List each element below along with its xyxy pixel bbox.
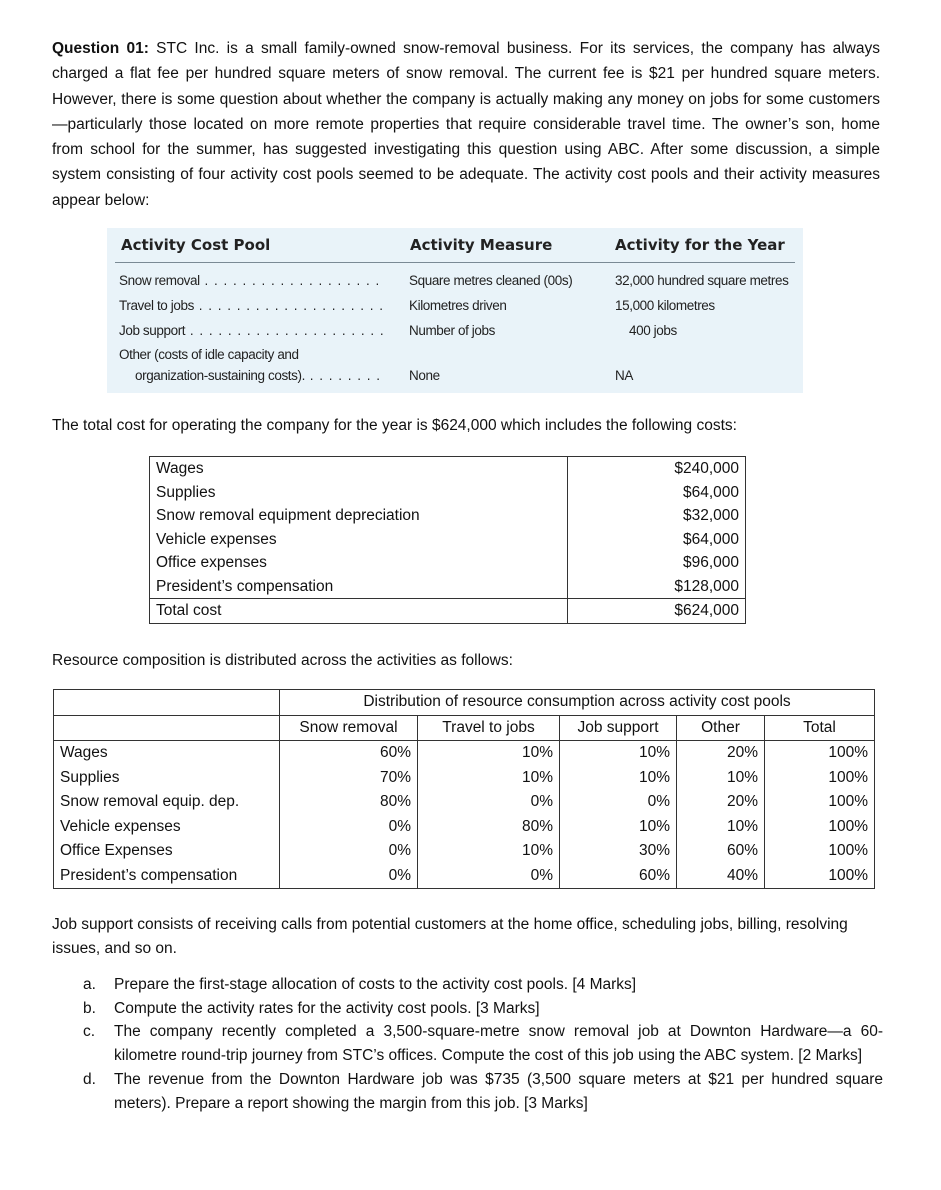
- distribution-col-header: Snow removal: [280, 715, 418, 741]
- distribution-title: Distribution of resource consumption across activity cost pools: [280, 690, 875, 716]
- distribution-col-header: Job support: [560, 715, 677, 741]
- activity-row-amount: 400 jobs: [629, 323, 677, 338]
- activity-row-pool: Travel to jobs . . .: [119, 298, 385, 313]
- cost-amount: $624,000: [568, 599, 746, 624]
- distribution-cell: 10%: [418, 839, 560, 864]
- activity-row-amount: NA: [615, 368, 633, 383]
- question-item: [83, 997, 883, 1021]
- distribution-cell: 100%: [765, 741, 875, 766]
- distribution-cell: 60%: [280, 741, 418, 766]
- cost-item: Wages: [150, 457, 568, 481]
- distribution-cell: 10%: [418, 741, 560, 766]
- distribution-col-header: Other: [677, 715, 765, 741]
- activity-header-rule: [115, 262, 795, 263]
- question-marker: c.: [83, 1023, 96, 1041]
- question-label: Question 01:: [52, 40, 149, 57]
- cost-row: [150, 551, 746, 575]
- distribution-cell: 10%: [677, 815, 765, 840]
- cost-row: [150, 504, 746, 528]
- distribution-cell: 10%: [560, 766, 677, 791]
- distribution-cell: 100%: [765, 839, 875, 864]
- cost-row: [150, 528, 746, 552]
- distribution-cell: 100%: [765, 864, 875, 889]
- activity-row-measure: Square metres cleaned (00s): [409, 273, 573, 288]
- distribution-cell: 40%: [677, 864, 765, 889]
- distribution-cell: 30%: [560, 839, 677, 864]
- distribution-row-name: President’s compensation: [54, 864, 280, 889]
- distribution-cell: 10%: [418, 766, 560, 791]
- cost-amount: $64,000: [568, 528, 746, 552]
- distribution-row-name: Vehicle expenses: [54, 815, 280, 840]
- activity-header-pool: Activity Cost Pool: [121, 236, 271, 254]
- question-list: [83, 973, 883, 1115]
- distribution-row-name: Wages: [54, 741, 280, 766]
- distribution-cell: 20%: [677, 790, 765, 815]
- activity-row-amount: 15,000 kilometres: [615, 298, 715, 313]
- activity-row-amount: 32,000 hundred square metres: [615, 273, 789, 288]
- distribution-cell: 0%: [560, 790, 677, 815]
- distribution-title-row: [54, 690, 875, 716]
- total-cost-sentence: The total cost for operating the company for the year is $624,000 which includes the following costs:: [52, 417, 737, 434]
- cost-amount: $32,000: [568, 504, 746, 528]
- activity-row-pool: Job support . . .: [119, 323, 385, 338]
- job-support-paragraph: Job support consists of receiving calls from potential customers at the home office, scheduling jobs, billing, resolving issues, and so on.: [52, 916, 848, 957]
- distribution-cell: 100%: [765, 815, 875, 840]
- question-marker: d.: [83, 1070, 96, 1088]
- cost-row: [150, 457, 746, 481]
- question-item: [83, 973, 883, 997]
- distribution-cell: 0%: [280, 864, 418, 889]
- distribution-cell: 0%: [418, 790, 560, 815]
- distribution-col-header: Travel to jobs: [418, 715, 560, 741]
- distribution-cell: 20%: [677, 741, 765, 766]
- distribution-row-name: Office Expenses: [54, 839, 280, 864]
- activity-row-pool-cont: organization-sustaining costs). . . .: [135, 368, 385, 383]
- activity-row-pool: Other (costs of idle capacity and: [119, 347, 299, 362]
- distribution-cell: 80%: [418, 815, 560, 840]
- distribution-cell: 0%: [418, 864, 560, 889]
- resource-sentence: Resource composition is distributed across the activities as follows:: [52, 652, 513, 669]
- question-intro: [52, 36, 880, 213]
- distribution-cell: 80%: [280, 790, 418, 815]
- distribution-row: [54, 815, 875, 840]
- distribution-cell: 0%: [280, 839, 418, 864]
- distribution-cell: 10%: [560, 815, 677, 840]
- distribution-cell: 70%: [280, 766, 418, 791]
- activity-header-measure: Activity Measure: [410, 236, 553, 254]
- cost-amount: $240,000: [568, 457, 746, 481]
- question-item-text: Compute the activity rates for the activity cost pools. [3 Marks]: [114, 999, 540, 1017]
- activity-row-pool: Snow removal . . .: [119, 273, 385, 288]
- distribution-cell: 60%: [677, 839, 765, 864]
- distribution-row: [54, 766, 875, 791]
- question-marker: b.: [83, 999, 96, 1017]
- distribution-col-header: Total: [765, 715, 875, 741]
- distribution-row-name: Snow removal equip. dep.: [54, 790, 280, 815]
- cost-item: President’s compensation: [150, 575, 568, 599]
- distribution-cell: 0%: [280, 815, 418, 840]
- question-item: [83, 1020, 883, 1067]
- activity-table: [107, 228, 803, 393]
- cost-item: Total cost: [150, 599, 568, 624]
- distribution-table: [53, 689, 875, 889]
- cost-item: Supplies: [150, 481, 568, 505]
- cost-table: [149, 456, 746, 624]
- question-item-text: Prepare the first-stage allocation of costs to the activity cost pools. [4 Marks]: [114, 976, 637, 993]
- cost-item: Vehicle expenses: [150, 528, 568, 552]
- distribution-row: [54, 741, 875, 766]
- activity-row-measure: None: [409, 368, 440, 383]
- question-text: STC Inc. is a small family-owned snow-removal business. For its services, the company has always charged a flat fee per hundred square meters of snow removal. The current fee is $21 per hundred square meters. However, there is some question about whether the company is actually making any money on jobs for some customers—particularly those located on more remote properties that require considerable travel time. The owner’s son, home from school for the summer, has suggested investigating this question using ABC. After some discussion, a simple system consisting of four activity cost pools seemed to be adequate. The activity cost pools and their activity measures appear below:: [52, 40, 880, 209]
- distribution-row: [54, 839, 875, 864]
- cost-amount: $128,000: [568, 575, 746, 599]
- cost-amount: $64,000: [568, 481, 746, 505]
- distribution-row: [54, 790, 875, 815]
- cost-item: Office expenses: [150, 551, 568, 575]
- cost-amount: $96,000: [568, 551, 746, 575]
- distribution-cell: 100%: [765, 766, 875, 791]
- distribution-header-row: [54, 715, 875, 741]
- activity-header-year: Activity for the Year: [615, 236, 785, 254]
- distribution-cell: 10%: [560, 741, 677, 766]
- distribution-row: [54, 864, 875, 889]
- distribution-cell: 10%: [677, 766, 765, 791]
- question-marker: a.: [83, 976, 96, 993]
- cost-item: Snow removal equipment depreciation: [150, 504, 568, 528]
- distribution-row-name: Supplies: [54, 766, 280, 791]
- distribution-cell: 100%: [765, 790, 875, 815]
- cost-row: [150, 575, 746, 599]
- distribution-cell: 60%: [560, 864, 677, 889]
- cost-total-row: [150, 599, 746, 624]
- question-item: [83, 1068, 883, 1115]
- activity-row-measure: Kilometres driven: [409, 298, 507, 313]
- question-item-text: The company recently completed a 3,500-square-metre snow removal job at Downton Hardware—a 60-kilometre round-trip journey from STC’s offices. Compute the cost of this job using the ABC system. [2 Marks]: [114, 1023, 883, 1065]
- activity-row-measure: Number of jobs: [409, 323, 495, 338]
- cost-row: [150, 481, 746, 505]
- question-item-text: The revenue from the Downton Hardware job was $735 (3,500 square meters at $21 per hundred square meters). Prepare a report showing the margin from this job. [3 Marks]: [114, 1070, 883, 1112]
